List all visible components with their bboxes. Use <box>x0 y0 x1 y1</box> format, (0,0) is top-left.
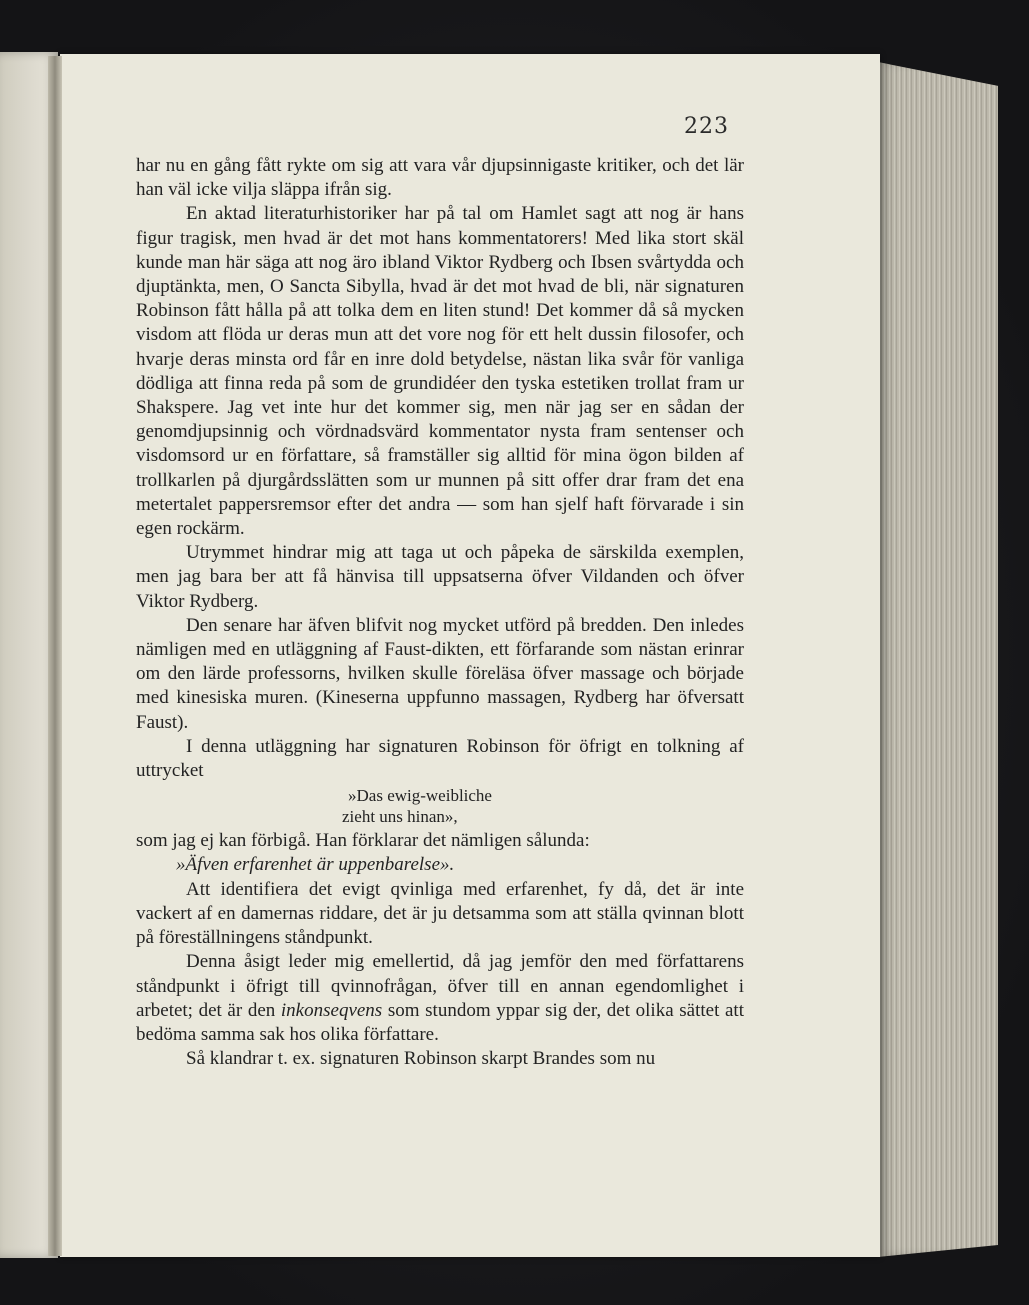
paragraph-1: har nu en gång fått rykte om sig att vara vår djupsinnigaste kritiker, och det lär han väl icke vilja släppa ifrån sig. <box>136 155 744 201</box>
paragraph-5: I denna utläggning har signaturen Robinson för öfrigt en tolkning af uttrycket <box>136 735 744 782</box>
paragraph-6: som jag ej kan förbigå. Han förklarar det nämligen sålunda: <box>136 830 590 852</box>
citation-text: »Äfven erfarenhet är uppenbarelse». <box>176 854 455 876</box>
paragraph-4: Den senare har äfven blifvit nog mycket utförd på bredden. Den inledes nämligen med en utläggning af Faust-dikten, ett förfarande som nästan erinrar om den lärde professorns, hvilken skulle föreläsa öfver massage och började med kinesiska muren. (Kineserna uppfunno massagen, Rydberg har öfversatt Faust). <box>136 614 744 733</box>
page-text <box>136 154 744 1071</box>
paragraph-8-end: som stundom yppar sig der, det olika sättet att bedöma samma sak hos olika författare. <box>136 999 744 1045</box>
paragraph-8-emphasis: inkonseqvens <box>280 999 383 1021</box>
book-gutter <box>48 56 62 1256</box>
citation-line <box>136 853 744 877</box>
paragraph-2: En aktad literaturhistoriker har på tal om Hamlet sagt att nog är hans figur tragisk, men hvad är det mot hans kommentatorers! Med lika stort skäl kunde man här säga att nog äro ibland Viktor Rydberg och Ibsen svårtydda och djuptänkta, men, O Sancta Sibylla, hvad är det mot hvad de bli, när signaturen Robinson fått hålla på att tolka dem en liten stund! Det kommer då så mycken visdom att flöda ur deras mun att det vore nog för ett helt dussin filosofer, och hvarje deras minsta ord får en inre dold betydelse, nästan lika svår för vanliga dödliga att finna reda på som de grundidéer den tyska estetiken trollat fram ur Shakspere. Jag vet inte hur det kommer sig, men när jag ser en sådan der genomdjupsinnig och vördnadsvärd kommentator nysta fram sentenser och visdomsord ur en författare, så framställer sig alltid för mina ögon bilden af trollkarlen på djurgårdsslätten som ur munnen på sitt offer drar fram det ena metertalet pappersremsor efter det andra — som han sjelf haft förvarade i sin egen rockärm. <box>136 203 744 540</box>
paragraph-8-start: Denna åsigt leder mig emellertid, då jag jemför den med författarens ståndpunkt i öfrigt till qvinnofrågan, öfver till en annan egendomlighet i arbetet; det är den <box>136 951 744 1021</box>
paragraph-8 <box>136 950 744 1047</box>
block-quote <box>342 785 744 827</box>
paragraph-7: Att identifiera det evigt qvinliga med erfarenhet, fy då, det är inte vackert af en damernas riddare, det är ju detsamma som att ställa qvinnan blott på föreställningens ståndpunkt. <box>136 878 744 949</box>
paragraph-9: Så klandrar t. ex. signaturen Robinson skarpt Brandes som nu <box>186 1048 656 1070</box>
quote-line-2: zieht uns hinan», <box>342 807 458 827</box>
paragraph-3: Utrymmet hindrar mig att taga ut och påpeka de särskilda exemplen, men jag bara ber att få hänvisa till uppsatserna öfver Vildanden och öfver Viktor Rydberg. <box>136 542 744 612</box>
page-stack-edges <box>878 62 998 1257</box>
page-number: 223 <box>684 114 729 139</box>
quote-line-1: »Das ewig-weibliche <box>348 786 492 806</box>
